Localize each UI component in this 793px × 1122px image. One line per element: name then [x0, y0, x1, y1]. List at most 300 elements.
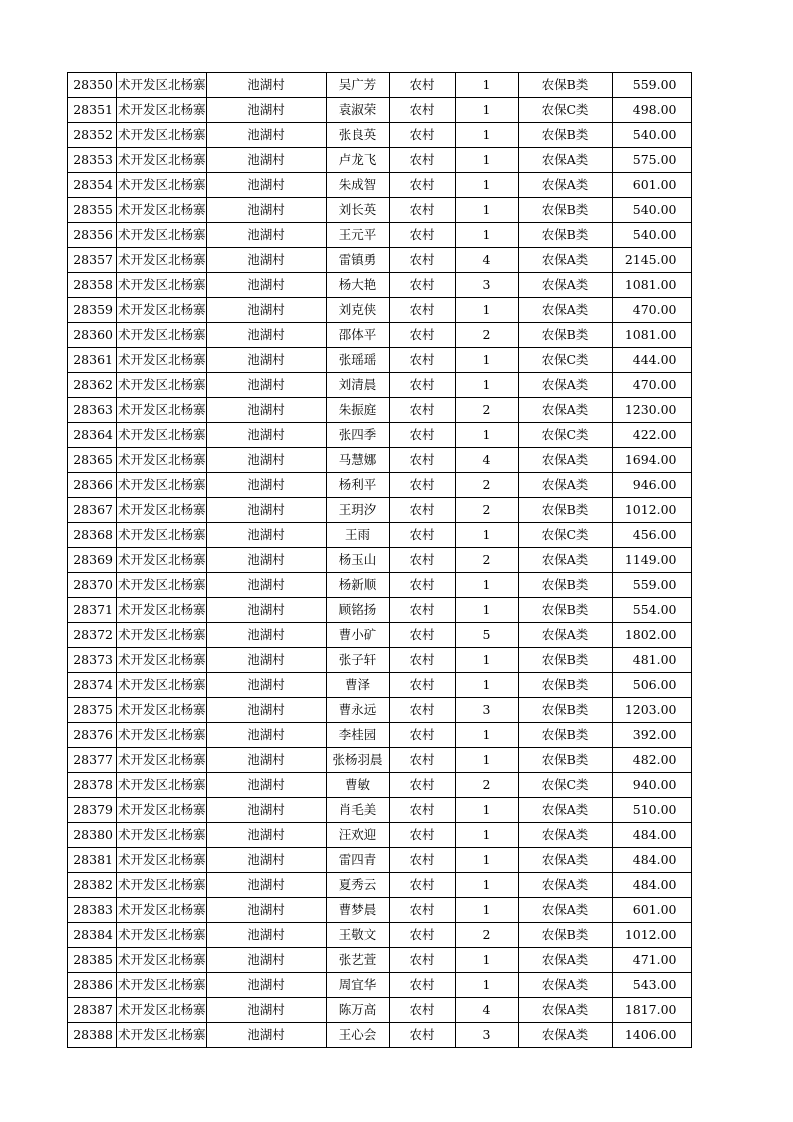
- insurance-category-cell: 农保A类: [518, 548, 612, 573]
- village-cell: 池湖村: [206, 873, 326, 898]
- amount-cell: 940.00: [612, 773, 691, 798]
- residence-type-cell: 农村: [389, 548, 455, 573]
- record-id-cell: 28385: [68, 948, 117, 973]
- insurance-category-cell: 农保B类: [518, 498, 612, 523]
- village-cell: 池湖村: [206, 348, 326, 373]
- household-count-cell: 3: [455, 273, 518, 298]
- person-name-cell: 张四季: [326, 423, 389, 448]
- table-row: [68, 798, 692, 823]
- person-name-cell: 曹梦晨: [326, 898, 389, 923]
- residence-type-cell: 农村: [389, 748, 455, 773]
- residence-type-cell: 农村: [389, 1023, 455, 1048]
- amount-cell: 540.00: [612, 223, 691, 248]
- village-cell: 池湖村: [206, 623, 326, 648]
- village-cell: 池湖村: [206, 298, 326, 323]
- record-id-cell: 28357: [68, 248, 117, 273]
- area-cell: 术开发区北杨寨: [117, 998, 207, 1023]
- area-cell: 术开发区北杨寨: [117, 273, 207, 298]
- person-name-cell: 马慧娜: [326, 448, 389, 473]
- village-cell: 池湖村: [206, 948, 326, 973]
- record-id-cell: 28383: [68, 898, 117, 923]
- amount-cell: 1012.00: [612, 498, 691, 523]
- area-cell: 术开发区北杨寨: [117, 448, 207, 473]
- person-name-cell: 王雨: [326, 523, 389, 548]
- person-name-cell: 王元平: [326, 223, 389, 248]
- record-id-cell: 28374: [68, 673, 117, 698]
- village-cell: 池湖村: [206, 773, 326, 798]
- insurance-category-cell: 农保A类: [518, 448, 612, 473]
- insurance-category-cell: 农保A类: [518, 273, 612, 298]
- area-cell: 术开发区北杨寨: [117, 198, 207, 223]
- residence-type-cell: 农村: [389, 923, 455, 948]
- village-cell: 池湖村: [206, 648, 326, 673]
- record-id-cell: 28377: [68, 748, 117, 773]
- record-id-cell: 28380: [68, 823, 117, 848]
- table-row: [68, 348, 692, 373]
- residence-type-cell: 农村: [389, 723, 455, 748]
- table-row: [68, 623, 692, 648]
- insurance-category-cell: 农保A类: [518, 898, 612, 923]
- insurance-category-cell: 农保C类: [518, 523, 612, 548]
- area-cell: 术开发区北杨寨: [117, 873, 207, 898]
- insurance-category-cell: 农保A类: [518, 298, 612, 323]
- residence-type-cell: 农村: [389, 898, 455, 923]
- household-count-cell: 1: [455, 423, 518, 448]
- village-cell: 池湖村: [206, 98, 326, 123]
- village-cell: 池湖村: [206, 723, 326, 748]
- area-cell: 术开发区北杨寨: [117, 123, 207, 148]
- record-id-cell: 28370: [68, 573, 117, 598]
- residence-type-cell: 农村: [389, 598, 455, 623]
- table-row: [68, 148, 692, 173]
- amount-cell: 2145.00: [612, 248, 691, 273]
- table-row: [68, 773, 692, 798]
- residence-type-cell: 农村: [389, 73, 455, 98]
- area-cell: 术开发区北杨寨: [117, 598, 207, 623]
- area-cell: 术开发区北杨寨: [117, 173, 207, 198]
- household-count-cell: 1: [455, 648, 518, 673]
- person-name-cell: 袁淑荣: [326, 98, 389, 123]
- area-cell: 术开发区北杨寨: [117, 898, 207, 923]
- table-row: [68, 848, 692, 873]
- household-count-cell: 1: [455, 373, 518, 398]
- amount-cell: 543.00: [612, 973, 691, 998]
- table-row: [68, 223, 692, 248]
- residence-type-cell: 农村: [389, 223, 455, 248]
- area-cell: 术开发区北杨寨: [117, 623, 207, 648]
- table-row: [68, 898, 692, 923]
- household-count-cell: 1: [455, 823, 518, 848]
- village-cell: 池湖村: [206, 398, 326, 423]
- village-cell: 池湖村: [206, 548, 326, 573]
- household-count-cell: 2: [455, 498, 518, 523]
- amount-cell: 1406.00: [612, 1023, 691, 1048]
- amount-cell: 1817.00: [612, 998, 691, 1023]
- table-row: [68, 523, 692, 548]
- insurance-category-cell: 农保A类: [518, 148, 612, 173]
- residence-type-cell: 农村: [389, 573, 455, 598]
- table-row: [68, 173, 692, 198]
- amount-cell: 540.00: [612, 198, 691, 223]
- amount-cell: 444.00: [612, 348, 691, 373]
- person-name-cell: 朱振庭: [326, 398, 389, 423]
- data-table: [67, 72, 692, 1048]
- table-row: [68, 73, 692, 98]
- table-row: [68, 548, 692, 573]
- residence-type-cell: 农村: [389, 773, 455, 798]
- insurance-category-cell: 农保A类: [518, 398, 612, 423]
- record-id-cell: 28375: [68, 698, 117, 723]
- insurance-category-cell: 农保C类: [518, 773, 612, 798]
- village-cell: 池湖村: [206, 148, 326, 173]
- table-row: [68, 98, 692, 123]
- table-row: [68, 998, 692, 1023]
- residence-type-cell: 农村: [389, 473, 455, 498]
- household-count-cell: 4: [455, 248, 518, 273]
- residence-type-cell: 农村: [389, 673, 455, 698]
- area-cell: 术开发区北杨寨: [117, 773, 207, 798]
- village-cell: 池湖村: [206, 323, 326, 348]
- area-cell: 术开发区北杨寨: [117, 298, 207, 323]
- area-cell: 术开发区北杨寨: [117, 398, 207, 423]
- insurance-category-cell: 农保B类: [518, 748, 612, 773]
- person-name-cell: 夏秀云: [326, 873, 389, 898]
- village-cell: 池湖村: [206, 1023, 326, 1048]
- household-count-cell: 2: [455, 473, 518, 498]
- area-cell: 术开发区北杨寨: [117, 798, 207, 823]
- table-row: [68, 573, 692, 598]
- insurance-category-cell: 农保A类: [518, 823, 612, 848]
- insurance-category-cell: 农保B类: [518, 698, 612, 723]
- household-count-cell: 1: [455, 673, 518, 698]
- table-body: [68, 73, 692, 1048]
- person-name-cell: 曹泽: [326, 673, 389, 698]
- village-cell: 池湖村: [206, 498, 326, 523]
- village-cell: 池湖村: [206, 448, 326, 473]
- area-cell: 术开发区北杨寨: [117, 848, 207, 873]
- insurance-category-cell: 农保B类: [518, 573, 612, 598]
- record-id-cell: 28355: [68, 198, 117, 223]
- household-count-cell: 2: [455, 548, 518, 573]
- insurance-category-cell: 农保A类: [518, 248, 612, 273]
- household-count-cell: 1: [455, 873, 518, 898]
- area-cell: 术开发区北杨寨: [117, 423, 207, 448]
- person-name-cell: 邵体平: [326, 323, 389, 348]
- table-row: [68, 598, 692, 623]
- table-row: [68, 123, 692, 148]
- residence-type-cell: 农村: [389, 823, 455, 848]
- village-cell: 池湖村: [206, 898, 326, 923]
- household-count-cell: 1: [455, 723, 518, 748]
- person-name-cell: 顾铭扬: [326, 598, 389, 623]
- amount-cell: 506.00: [612, 673, 691, 698]
- household-count-cell: 1: [455, 848, 518, 873]
- amount-cell: 481.00: [612, 648, 691, 673]
- residence-type-cell: 农村: [389, 848, 455, 873]
- person-name-cell: 王玥汐: [326, 498, 389, 523]
- household-count-cell: 3: [455, 1023, 518, 1048]
- residence-type-cell: 农村: [389, 648, 455, 673]
- residence-type-cell: 农村: [389, 373, 455, 398]
- record-id-cell: 28356: [68, 223, 117, 248]
- village-cell: 池湖村: [206, 423, 326, 448]
- table-row: [68, 1023, 692, 1048]
- area-cell: 术开发区北杨寨: [117, 223, 207, 248]
- village-cell: 池湖村: [206, 73, 326, 98]
- record-id-cell: 28381: [68, 848, 117, 873]
- amount-cell: 1012.00: [612, 923, 691, 948]
- insurance-category-cell: 农保B类: [518, 223, 612, 248]
- village-cell: 池湖村: [206, 673, 326, 698]
- residence-type-cell: 农村: [389, 248, 455, 273]
- area-cell: 术开发区北杨寨: [117, 823, 207, 848]
- insurance-category-cell: 农保B类: [518, 598, 612, 623]
- residence-type-cell: 农村: [389, 948, 455, 973]
- table-row: [68, 748, 692, 773]
- village-cell: 池湖村: [206, 598, 326, 623]
- insurance-category-cell: 农保A类: [518, 473, 612, 498]
- village-cell: 池湖村: [206, 848, 326, 873]
- household-count-cell: 2: [455, 773, 518, 798]
- household-count-cell: 1: [455, 198, 518, 223]
- table-row: [68, 973, 692, 998]
- residence-type-cell: 农村: [389, 873, 455, 898]
- insurance-category-cell: 农保A类: [518, 998, 612, 1023]
- amount-cell: 601.00: [612, 173, 691, 198]
- residence-type-cell: 农村: [389, 273, 455, 298]
- record-id-cell: 28378: [68, 773, 117, 798]
- residence-type-cell: 农村: [389, 123, 455, 148]
- table-row: [68, 873, 692, 898]
- table-row: [68, 723, 692, 748]
- residence-type-cell: 农村: [389, 148, 455, 173]
- amount-cell: 392.00: [612, 723, 691, 748]
- area-cell: 术开发区北杨寨: [117, 348, 207, 373]
- record-id-cell: 28366: [68, 473, 117, 498]
- residence-type-cell: 农村: [389, 98, 455, 123]
- record-id-cell: 28369: [68, 548, 117, 573]
- record-id-cell: 28364: [68, 423, 117, 448]
- insurance-category-cell: 农保A类: [518, 373, 612, 398]
- insurance-category-cell: 农保A类: [518, 173, 612, 198]
- record-id-cell: 28371: [68, 598, 117, 623]
- table-row: [68, 423, 692, 448]
- person-name-cell: 杨大艳: [326, 273, 389, 298]
- record-id-cell: 28360: [68, 323, 117, 348]
- record-id-cell: 28353: [68, 148, 117, 173]
- insurance-category-cell: 农保C类: [518, 423, 612, 448]
- person-name-cell: 张艺萱: [326, 948, 389, 973]
- area-cell: 术开发区北杨寨: [117, 673, 207, 698]
- area-cell: 术开发区北杨寨: [117, 923, 207, 948]
- amount-cell: 601.00: [612, 898, 691, 923]
- table-row: [68, 373, 692, 398]
- household-count-cell: 4: [455, 448, 518, 473]
- residence-type-cell: 农村: [389, 998, 455, 1023]
- amount-cell: 559.00: [612, 73, 691, 98]
- household-count-cell: 2: [455, 398, 518, 423]
- household-count-cell: 2: [455, 323, 518, 348]
- amount-cell: 1081.00: [612, 323, 691, 348]
- village-cell: 池湖村: [206, 473, 326, 498]
- person-name-cell: 雷四青: [326, 848, 389, 873]
- household-count-cell: 1: [455, 798, 518, 823]
- household-count-cell: 1: [455, 98, 518, 123]
- table-row: [68, 923, 692, 948]
- area-cell: 术开发区北杨寨: [117, 948, 207, 973]
- household-count-cell: 1: [455, 573, 518, 598]
- household-count-cell: 4: [455, 998, 518, 1023]
- area-cell: 术开发区北杨寨: [117, 698, 207, 723]
- person-name-cell: 张瑶瑶: [326, 348, 389, 373]
- insurance-category-cell: 农保A类: [518, 873, 612, 898]
- area-cell: 术开发区北杨寨: [117, 323, 207, 348]
- person-name-cell: 张子轩: [326, 648, 389, 673]
- table-row: [68, 448, 692, 473]
- residence-type-cell: 农村: [389, 198, 455, 223]
- table-row: [68, 198, 692, 223]
- village-cell: 池湖村: [206, 373, 326, 398]
- residence-type-cell: 农村: [389, 523, 455, 548]
- insurance-category-cell: 农保B类: [518, 73, 612, 98]
- village-cell: 池湖村: [206, 823, 326, 848]
- record-id-cell: 28351: [68, 98, 117, 123]
- amount-cell: 484.00: [612, 848, 691, 873]
- residence-type-cell: 农村: [389, 448, 455, 473]
- person-name-cell: 刘克侠: [326, 298, 389, 323]
- amount-cell: 554.00: [612, 598, 691, 623]
- household-count-cell: 1: [455, 348, 518, 373]
- record-id-cell: 28379: [68, 798, 117, 823]
- record-id-cell: 28384: [68, 923, 117, 948]
- amount-cell: 498.00: [612, 98, 691, 123]
- person-name-cell: 杨玉山: [326, 548, 389, 573]
- area-cell: 术开发区北杨寨: [117, 748, 207, 773]
- residence-type-cell: 农村: [389, 623, 455, 648]
- amount-cell: 575.00: [612, 148, 691, 173]
- person-name-cell: 张杨羽晨: [326, 748, 389, 773]
- table-row: [68, 398, 692, 423]
- table-row: [68, 273, 692, 298]
- amount-cell: 456.00: [612, 523, 691, 548]
- record-id-cell: 28368: [68, 523, 117, 548]
- amount-cell: 1230.00: [612, 398, 691, 423]
- table-row: [68, 948, 692, 973]
- area-cell: 术开发区北杨寨: [117, 473, 207, 498]
- village-cell: 池湖村: [206, 923, 326, 948]
- amount-cell: 559.00: [612, 573, 691, 598]
- table-row: [68, 823, 692, 848]
- household-count-cell: 3: [455, 698, 518, 723]
- insurance-category-cell: 农保B类: [518, 323, 612, 348]
- record-id-cell: 28367: [68, 498, 117, 523]
- insurance-category-cell: 农保C类: [518, 348, 612, 373]
- amount-cell: 470.00: [612, 298, 691, 323]
- area-cell: 术开发区北杨寨: [117, 548, 207, 573]
- amount-cell: 482.00: [612, 748, 691, 773]
- person-name-cell: 李桂园: [326, 723, 389, 748]
- table-row: [68, 248, 692, 273]
- insurance-category-cell: 农保A类: [518, 798, 612, 823]
- residence-type-cell: 农村: [389, 398, 455, 423]
- person-name-cell: 雷镇勇: [326, 248, 389, 273]
- household-count-cell: 1: [455, 148, 518, 173]
- household-count-cell: 1: [455, 173, 518, 198]
- village-cell: 池湖村: [206, 223, 326, 248]
- table-row: [68, 498, 692, 523]
- village-cell: 池湖村: [206, 248, 326, 273]
- village-cell: 池湖村: [206, 798, 326, 823]
- amount-cell: 471.00: [612, 948, 691, 973]
- insurance-category-cell: 农保A类: [518, 848, 612, 873]
- insurance-category-cell: 农保B类: [518, 923, 612, 948]
- village-cell: 池湖村: [206, 123, 326, 148]
- household-count-cell: 1: [455, 948, 518, 973]
- record-id-cell: 28372: [68, 623, 117, 648]
- residence-type-cell: 农村: [389, 698, 455, 723]
- record-id-cell: 28365: [68, 448, 117, 473]
- household-count-cell: 1: [455, 73, 518, 98]
- village-cell: 池湖村: [206, 573, 326, 598]
- person-name-cell: 张良英: [326, 123, 389, 148]
- amount-cell: 540.00: [612, 123, 691, 148]
- area-cell: 术开发区北杨寨: [117, 73, 207, 98]
- table-row: [68, 698, 692, 723]
- person-name-cell: 周宜华: [326, 973, 389, 998]
- area-cell: 术开发区北杨寨: [117, 498, 207, 523]
- household-count-cell: 2: [455, 923, 518, 948]
- amount-cell: 484.00: [612, 873, 691, 898]
- insurance-category-cell: 农保B类: [518, 723, 612, 748]
- table-row: [68, 473, 692, 498]
- person-name-cell: 杨新顺: [326, 573, 389, 598]
- insurance-category-cell: 农保B类: [518, 648, 612, 673]
- insurance-category-cell: 农保A类: [518, 623, 612, 648]
- area-cell: 术开发区北杨寨: [117, 648, 207, 673]
- amount-cell: 1802.00: [612, 623, 691, 648]
- table-row: [68, 673, 692, 698]
- person-name-cell: 刘清晨: [326, 373, 389, 398]
- insurance-category-cell: 农保B类: [518, 123, 612, 148]
- insurance-category-cell: 农保B类: [518, 673, 612, 698]
- insurance-category-cell: 农保C类: [518, 98, 612, 123]
- residence-type-cell: 农村: [389, 173, 455, 198]
- residence-type-cell: 农村: [389, 973, 455, 998]
- residence-type-cell: 农村: [389, 323, 455, 348]
- amount-cell: 484.00: [612, 823, 691, 848]
- record-id-cell: 28373: [68, 648, 117, 673]
- village-cell: 池湖村: [206, 173, 326, 198]
- village-cell: 池湖村: [206, 998, 326, 1023]
- village-cell: 池湖村: [206, 523, 326, 548]
- person-name-cell: 曹小矿: [326, 623, 389, 648]
- area-cell: 术开发区北杨寨: [117, 573, 207, 598]
- person-name-cell: 刘长英: [326, 198, 389, 223]
- record-id-cell: 28382: [68, 873, 117, 898]
- household-count-cell: 1: [455, 598, 518, 623]
- village-cell: 池湖村: [206, 748, 326, 773]
- record-id-cell: 28376: [68, 723, 117, 748]
- amount-cell: 510.00: [612, 798, 691, 823]
- amount-cell: 1149.00: [612, 548, 691, 573]
- amount-cell: 470.00: [612, 373, 691, 398]
- insurance-category-cell: 农保A类: [518, 973, 612, 998]
- table-row: [68, 298, 692, 323]
- village-cell: 池湖村: [206, 198, 326, 223]
- person-name-cell: 陈万高: [326, 998, 389, 1023]
- person-name-cell: 汪欢迎: [326, 823, 389, 848]
- residence-type-cell: 农村: [389, 348, 455, 373]
